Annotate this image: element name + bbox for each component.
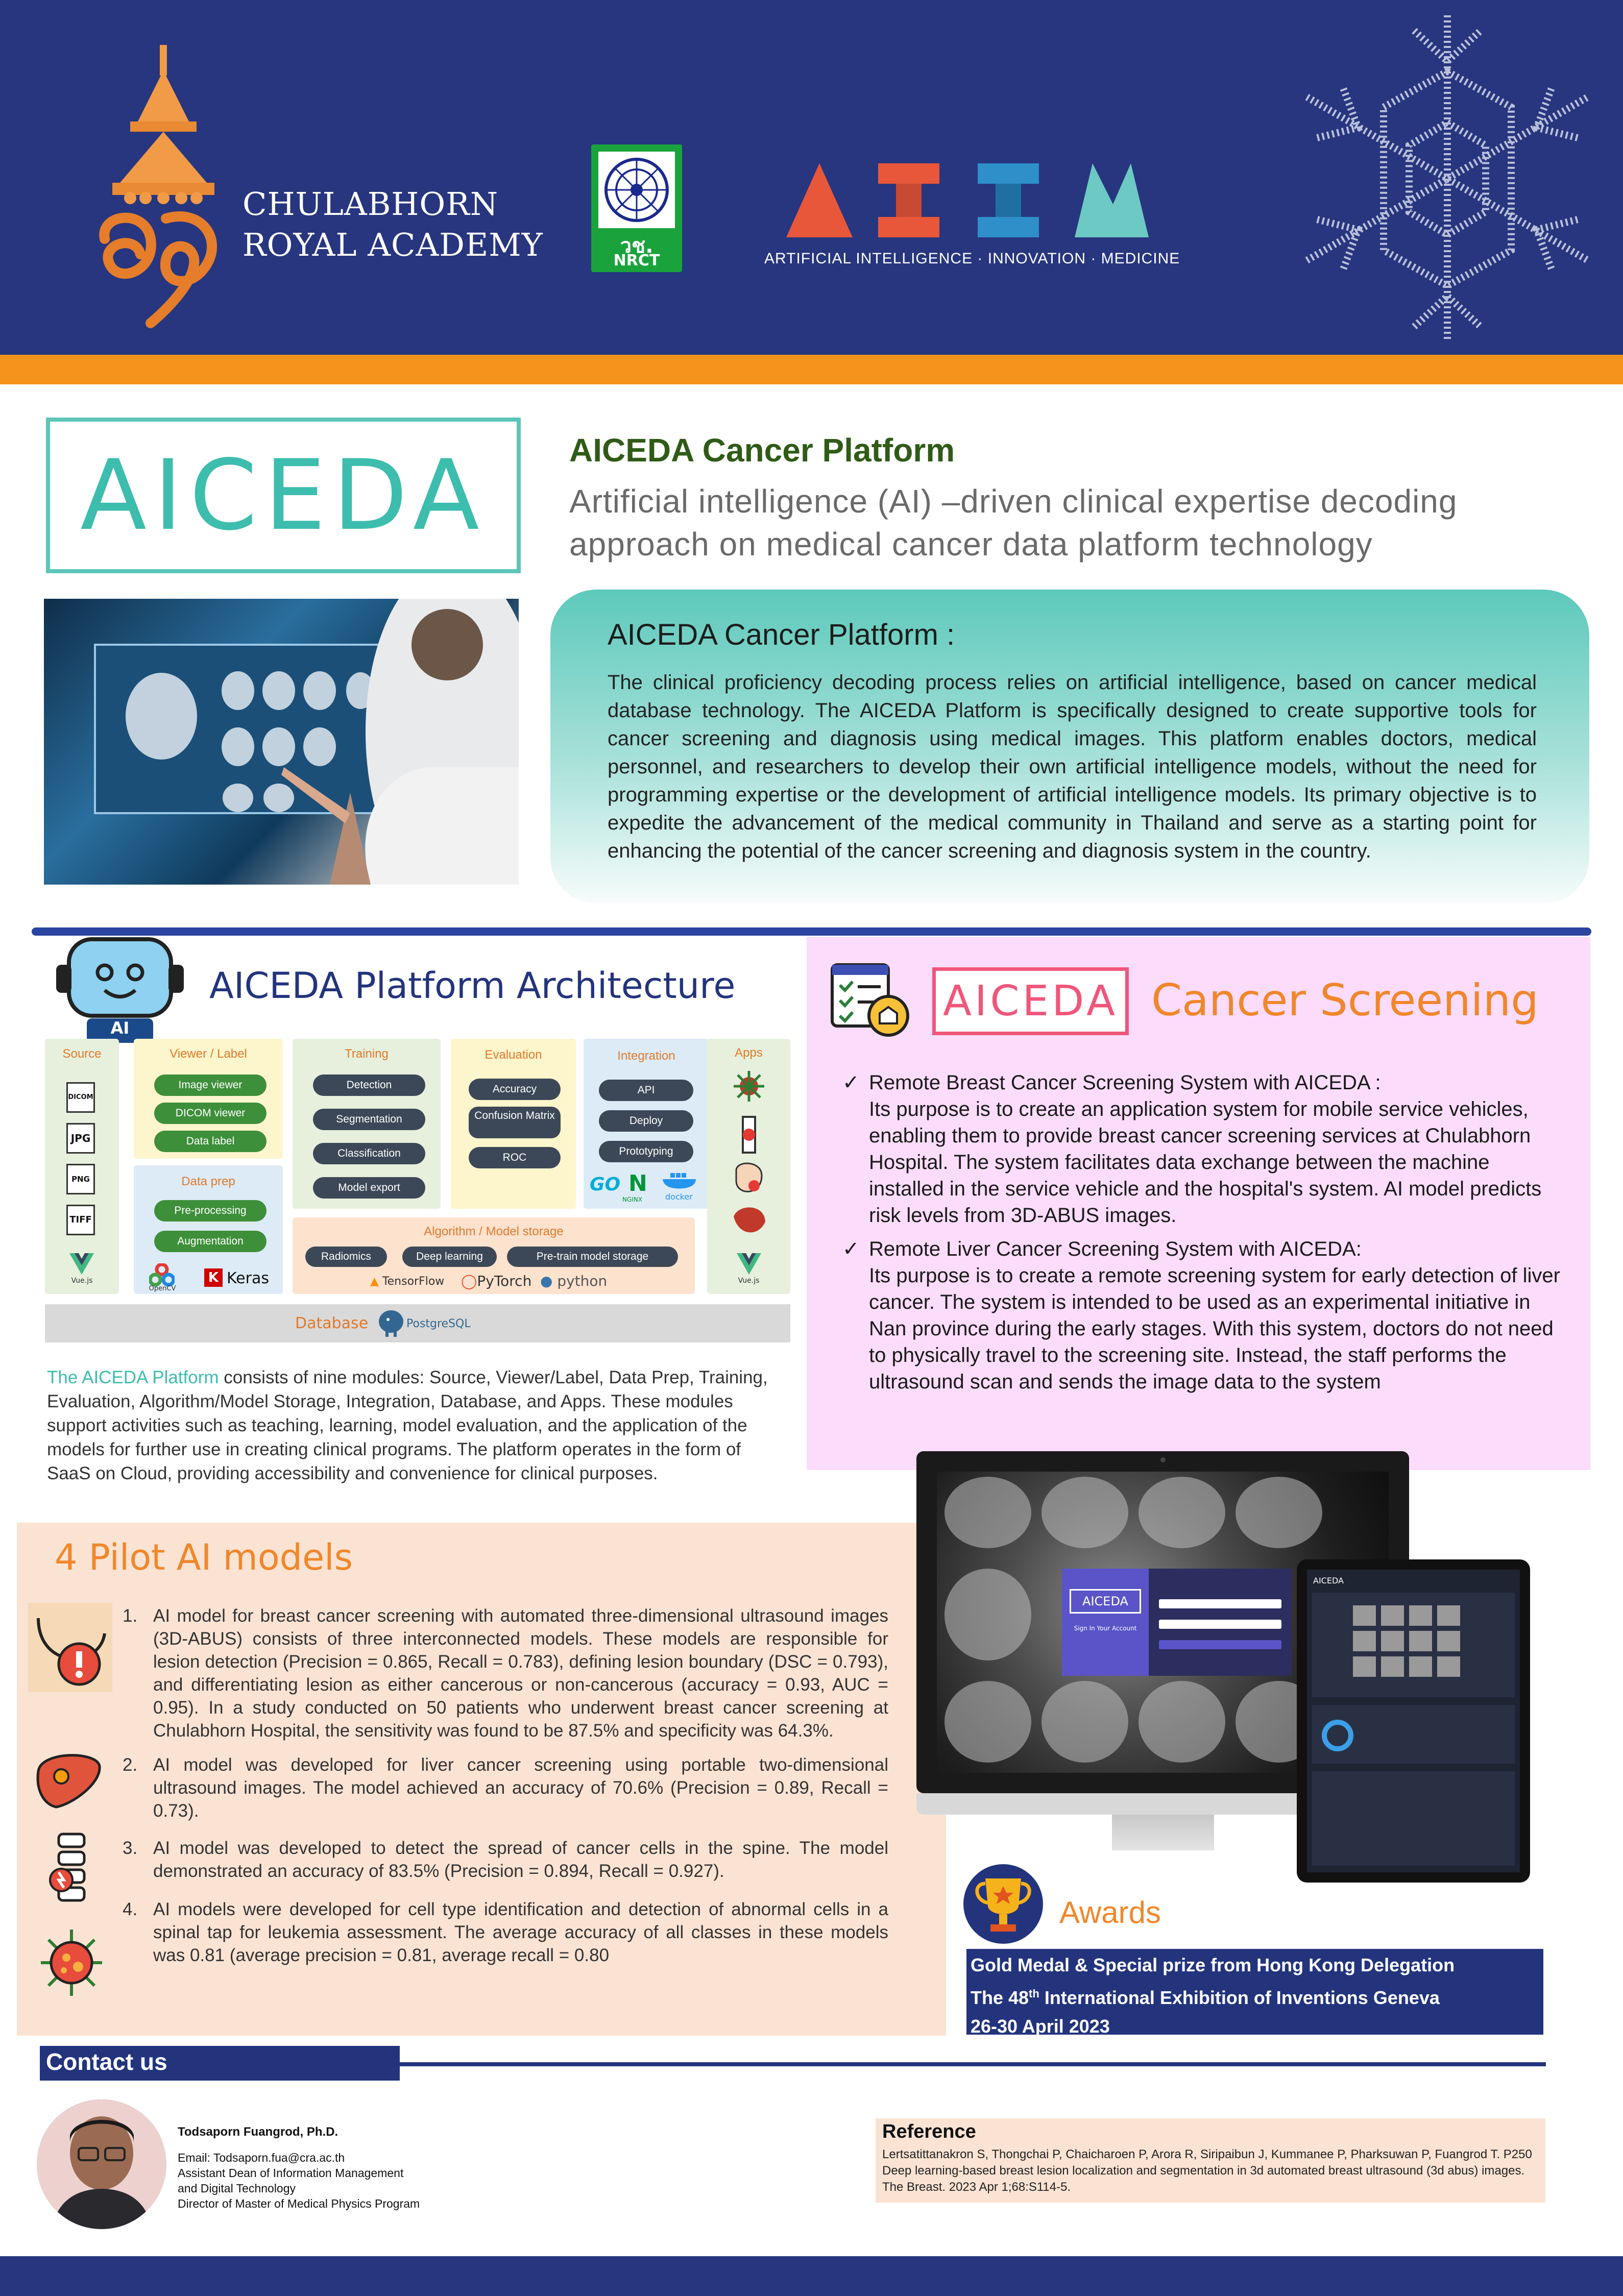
aiceda-logo-box [46,418,521,573]
tiff-file-icon: TIFF [66,1205,95,1235]
nrct-logo [591,144,682,272]
opencv-logo-icon [149,1263,175,1287]
contact-details [178,2150,420,2211]
subtitle-line1: Artificial intelligence (AI) –driven clinical expertise decoding [569,483,1458,520]
postgresql-label: PostgreSQL [406,1317,471,1330]
pilot-item-1 [123,1604,888,1742]
pilot-item-number: 1. [123,1606,138,1626]
apps-vue-logo-icon [737,1253,761,1275]
pilot-item-text: AI models were developed for cell type identification and detection of abnormal cells in a spinal tap for leukemia assessment. The average accuracy of all classes in these models was 0.81 (average precision = 0.81, average recall = 0.80 [153,1899,888,1965]
dataprep-column [134,1165,283,1294]
screening-item-breast [842,1069,1567,1229]
evaluation-column [451,1039,576,1209]
pilot-item-number: 3. [123,1838,138,1858]
tensorflow-text: TensorFlow [382,1275,445,1288]
deploy-pill: Deploy [599,1110,693,1132]
contact-title: Contact us [46,2048,167,2075]
pilot-item-number: 4. [123,1899,138,1919]
aiim-tagline: ARTIFICIAL INTELLIGENCE · INNOVATION · MEDICINE [764,250,1180,267]
screening-item-body: Its purpose is to create a remote screening system for early detection of liver cancer. The system is intended to be used as an experimental initiative in Nan province during the early stages. With this system, doctors do not need to physically travel to the screening site. Instead, the staff performs the ultrasound scan and sends the image data to the system [869,1264,1560,1393]
pytorch-icon: ◯ [461,1273,477,1289]
camera-dot-icon [1160,1457,1166,1462]
tablet-image-grid [1312,1593,1515,1697]
donut-chart-icon [1320,1718,1355,1753]
apps-column [707,1039,790,1294]
deep-learning-pill: Deep learning [402,1247,497,1267]
dicom-viewer-pill: DICOM viewer [154,1103,267,1124]
pilot-item-number: 2. [123,1755,138,1775]
algorithm-label: Algorithm / Model storage [424,1225,564,1238]
data-label-pill: Data label [154,1131,267,1152]
spine-icon [46,1831,97,1913]
contact-role1: Assistant Dean of Information Management [178,2166,404,2180]
dataprep-label: Data prep [181,1175,235,1188]
screening-item-body: Its purpose is to create an application system for mobile service vehicles, enabling them to provide breast cancer screening services at Chulabhorn Hospital. The system facilitates data exchange between the machine installed in the service vehicle and the hospital's system. AI model predicts risk levels from 3D-ABUS images. [869,1098,1542,1227]
tablet-table-panel [1312,1771,1515,1866]
radiomics-pill: Radiomics [305,1247,387,1267]
tensorflow-icon: ▲ [370,1275,379,1288]
checklist-box-icon [830,962,911,1039]
tensorflow-label [370,1275,444,1288]
prototyping-pill: Prototyping [599,1141,693,1162]
pytorch-text: PyTorch [477,1273,532,1289]
evaluation-label: Evaluation [485,1048,542,1062]
award-line2-post: International Exhibition of Inventions Geneva [1039,1987,1440,2008]
segmentation-pill: Segmentation [313,1109,425,1130]
database-bar [45,1304,790,1342]
integration-label: Integration [617,1049,675,1063]
subtitle-line2: approach on medical cancer data platform technology [569,526,1373,563]
accuracy-pill: Accuracy [469,1079,561,1100]
screening-item-liver [842,1236,1567,1395]
award-line3: 26-30 April 2023 [971,2016,1110,2037]
award-line2-pre: The 48 [971,1987,1029,2008]
page-subtitle [569,480,1570,566]
pilot-item-text: AI model was developed to detect the spread of cancer cells in the spine. The model demonstrated an accuracy of 83.5% (Precision = 0.894, Recall = 0.927). [153,1838,888,1881]
postgresql-elephant-icon [377,1308,405,1338]
decorative-snowflake-icon [1297,10,1598,347]
detection-pill: Detection [313,1074,425,1096]
doctors-screen-photo [44,599,519,885]
nginx-logo-icon: N [628,1170,647,1196]
preprocessing-pill: Pre-processing [154,1200,267,1222]
avatar [37,2099,166,2229]
viewer-label: Viewer / Label [169,1047,247,1061]
python-label [540,1273,607,1289]
opencv-label: OpenCV [149,1285,176,1292]
login-logo: AICEDA [1070,1589,1141,1614]
classification-pill: Classification [313,1143,425,1164]
screening-list [842,1069,1567,1399]
pilot-models-list [123,1604,888,1967]
breast-cancer-icon [28,1603,112,1692]
cra-name-line1: CHULABHORN [243,185,499,223]
pilot-models-title: 4 Pilot AI models [55,1536,353,1578]
tablet-device [1297,1559,1530,1883]
architecture-title: AICEDA Platform Architecture [209,965,736,1007]
login-email-input[interactable] [1159,1599,1281,1608]
reference-text: Lertsatittanakron S, Thongchai P, Chaicharoen P, Arora R, Siripaibun J, Kummanee P, Pharksuwan P, Fuangrod T. P250 Deep learning-based breast lesion localization and segmentation in 3d automated breast ultrasound (3d abus) images. The Breast. 2023 Apr 1;68:S114-5. [882,2147,1532,2194]
awards-title: Awards [1059,1895,1161,1929]
contact-name: Todsaporn Fuangrod, Ph.D. [178,2125,338,2139]
cancer-cell-icon [38,1927,105,1998]
intro-body: The clinical proficiency decoding process relies on artificial intelligence, based on cancer medical database technology. The AICEDA Platform is specifically designed to create supportive tools for cancer screening and diagnosis using medical images. This platform enables doctors, medical personnel, and researchers to develop their own artificial intelligence models, without the need for programming expertise or the development of artificial intelligence models. Its primary objective is to expedite the advancement of the medical community in Thailand and serve as a starting point for enhancing the potential of the cancer screening and diagnosis system in the country. [608,671,1537,862]
docker-label: docker [665,1192,693,1202]
docker-whale-icon [660,1169,701,1189]
aiceda-screening-logo-box [932,967,1129,1035]
integration-column [584,1039,709,1209]
confusion-matrix-pill: Confusion Matrix [469,1107,561,1138]
login-title: Sign In Your Account [1074,1625,1137,1632]
nrct-thai-label: วช. [620,234,653,258]
tablet-screen [1307,1570,1520,1872]
header-stripe [0,355,1623,384]
database-label: Database [295,1314,369,1332]
cancer-screening-title: Cancer Screening [1151,975,1539,1026]
pilot-item-3 [123,1837,888,1883]
trophy-icon [962,1858,1044,1945]
aiceda-screening-logo: AICEDA [942,977,1119,1025]
pilot-item-2 [123,1753,888,1822]
architecture-description [47,1365,777,1485]
augmentation-pill: Augmentation [154,1231,267,1252]
api-pill: API [599,1080,693,1101]
png-file-icon: PNG [66,1164,95,1194]
architecture-desc-highlight: The AICEDA Platform [47,1367,219,1387]
algorithm-column [293,1217,695,1294]
pilot-item-text: AI model was developed for liver cancer screening using portable two-dimensional ultrasound images. The model achieved an accuracy of 70.6% (Precision = 0.89, Recall = 0.73). [153,1755,888,1821]
architecture-desc-body: consists of nine modules: Source, Viewer/Label, Data Prep, Training, Evaluation, Algorithm/Model Storage, Integration, Database, and Apps. These modules support activities such as teaching, learning, model evaluation, and the application of the models for further use in creating clinical programs. The platform operates in the form of SaaS on Cloud, providing accessibility and convenience for clinical purposes. [47,1367,768,1483]
vue-logo-icon [69,1253,94,1275]
login-left-panel [1062,1569,1149,1676]
contact-role2: and Digital Technology [178,2182,296,2195]
keras-k-icon: K [204,1268,223,1287]
nrct-label: NRCT [613,252,660,270]
awards-box [966,1949,1543,2035]
award-line2-sup: th [1029,1987,1039,2000]
tablet-stats-panel [1312,1705,1515,1764]
dicom-file-icon: DICOM [66,1082,95,1113]
viewer-column [134,1039,283,1159]
screening-item-title: Remote Breast Cancer Screening System with AICEDA : [869,1071,1381,1094]
login-password-input[interactable] [1159,1620,1281,1629]
tablet-logo: AICEDA [1313,1576,1344,1585]
pytorch-label [461,1273,531,1289]
page-title: AICEDA Cancer Platform [569,432,955,469]
chulabhorn-crest-icon [89,45,237,331]
liver-icon [36,1748,102,1810]
brain-scan-illustration-icon [44,599,519,885]
contact-role3: Director of Master of Medical Physics Program [178,2197,420,2210]
jpg-file-icon: JPG [66,1123,95,1154]
source-column [45,1039,119,1294]
pilot-item-text: AI model for breast cancer screening with automated three-dimensional ultrasound images (3D-ABUS) consists of three interconnected models. These models are responsible for lesion detection (Precision = 0.865, Recall = 0.783), defining lesion boundary (DSC = 0.793), and differentiating lesion as either cancerous or non-cancerous (accuracy = 0.93, AUC = 0.95). In a study conducted on 50 patients who underwent breast cancer screening at Chulabhorn Hospital, the sensitivity was found to be 87.5% and specificity was 64.3%. [153,1606,888,1741]
keras-label: Keras [227,1269,269,1287]
training-column [293,1039,441,1209]
check-icon: ✓ [842,1071,860,1094]
footer-band [0,2256,1623,2296]
award-line1: Gold Medal & Special prize from Hong Kong Delegation [971,1955,1455,1975]
aiim-logo-icon [786,163,1149,240]
screening-item-title: Remote Liver Cancer Screening System with AICEDA: [869,1238,1362,1260]
reference-heading: Reference [882,2121,976,2142]
contact-divider [400,2062,1546,2066]
image-viewer-pill: Image viewer [154,1074,267,1096]
cra-name-line2: ROYAL ACADEMY [243,226,543,263]
model-export-pill: Model export [313,1177,425,1199]
apps-medical-icons [729,1068,769,1242]
aiceda-logo: AICEDA [80,439,487,552]
monitor-stand [1112,1815,1214,1850]
pilot-item-4 [123,1898,888,1967]
contact-email[interactable]: Email: Todsaporn.fua@cra.ac.th [178,2151,345,2164]
dharma-wheel-icon [598,152,675,228]
roc-pill: ROC [469,1147,561,1168]
check-icon: ✓ [842,1238,860,1260]
go-logo: GO [590,1174,621,1195]
section-divider [32,927,1591,936]
pretrain-storage-pill: Pre-train model storage [507,1247,678,1267]
python-icon: ● [540,1273,553,1289]
python-text: python [557,1273,608,1289]
award-line2 [971,1980,1543,2012]
intro-heading: AICEDA Cancer Platform : [608,618,955,651]
training-label: Training [345,1047,389,1061]
login-card [1062,1569,1292,1676]
apps-vue-label: Vue.js [738,1277,760,1285]
nginx-label: NGINX [622,1196,643,1203]
robot-label: AI [110,1018,130,1038]
source-vue-label: Vue.js [71,1277,93,1285]
apps-label: Apps [735,1046,763,1060]
source-label: Source [62,1047,102,1061]
login-submit-button[interactable] [1159,1640,1281,1649]
